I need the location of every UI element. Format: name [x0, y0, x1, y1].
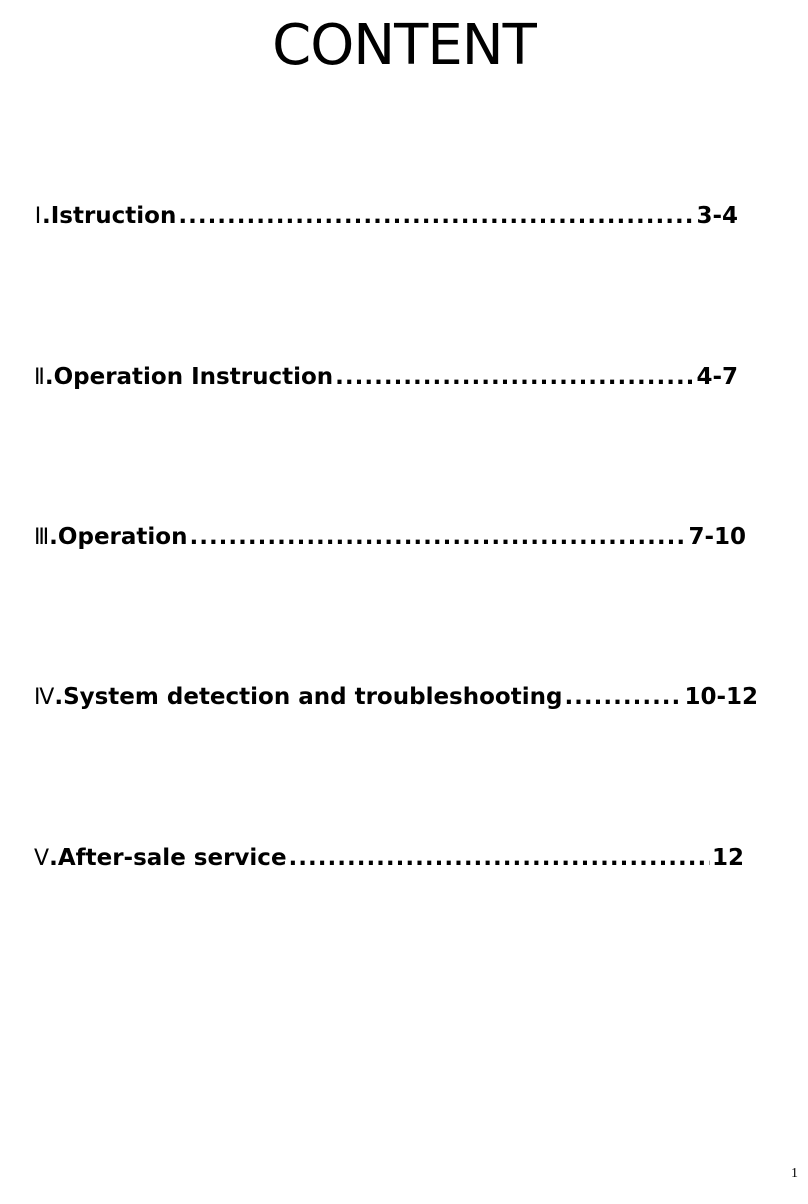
toc-entry-pages: 12 [711, 845, 744, 871]
toc-entry-numeral: Ⅱ [34, 365, 45, 390]
toc-entry-separator: . [41, 203, 51, 229]
toc-entry-label: Operation Instruction [53, 364, 334, 390]
toc-dot-leader [189, 519, 686, 555]
toc-dot-leader [335, 359, 694, 395]
toc-dot-leader [289, 840, 710, 876]
toc-entry-separator: . [54, 684, 64, 710]
toc-entry-system-detection[interactable] [34, 679, 758, 715]
toc-entry-label: System detection and troubleshooting [63, 684, 563, 710]
toc-entry-pages: 3-4 [696, 203, 738, 229]
toc-dot-leader [564, 679, 682, 715]
toc-entry-numeral: Ⅲ [34, 525, 50, 550]
toc-entry-pages: 10-12 [684, 684, 758, 710]
page-title: CONTENT [272, 13, 536, 78]
toc-entry-numeral: Ⅰ [34, 204, 42, 229]
toc-entry-operation-instruction[interactable] [34, 359, 738, 395]
toc-entry-numeral: Ⅳ [34, 685, 55, 710]
toc-entry-label: After-sale service [57, 845, 287, 871]
toc-entry-separator: . [49, 845, 58, 871]
footer-page-number: 1 [791, 1166, 798, 1181]
toc-entry-separator: . [49, 524, 58, 550]
toc-entry-label: Istruction [50, 203, 177, 229]
toc-entry-label: Operation [57, 524, 188, 550]
toc-entry-numeral: Ⅴ [34, 846, 50, 871]
toc-dot-leader [178, 198, 694, 234]
toc-entry-after-sale-service[interactable] [34, 840, 744, 876]
toc-entry-pages: 7-10 [688, 524, 746, 550]
toc-entry-separator: . [44, 364, 54, 390]
toc-entry-istruction[interactable] [34, 198, 738, 234]
toc-entry-pages: 4-7 [696, 364, 738, 390]
toc-entry-operation[interactable] [34, 519, 746, 555]
